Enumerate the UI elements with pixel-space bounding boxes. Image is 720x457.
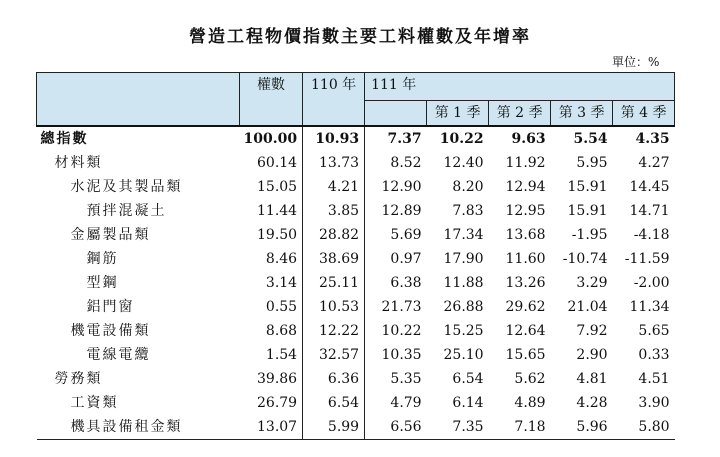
row-value: 13.68: [489, 223, 551, 247]
table-row: [37, 199, 675, 223]
row-value: 12.89: [365, 199, 427, 223]
row-value: 6.56: [365, 415, 427, 440]
row-value: 21.73: [365, 295, 427, 319]
row-value: 15.65: [489, 343, 551, 367]
row-value: 60.14: [240, 151, 303, 175]
header-q3: 第 3 季: [551, 101, 613, 127]
row-label: 電線電纜: [37, 343, 240, 367]
row-value: 11.44: [240, 199, 303, 223]
row-value: 7.37: [365, 126, 427, 151]
row-value: 25.10: [427, 343, 489, 367]
header-q4: 第 4 季: [613, 101, 675, 127]
row-value: 38.69: [303, 247, 365, 271]
row-label: 機電設備類: [37, 319, 240, 343]
row-value: 2.90: [551, 343, 613, 367]
row-value: 25.11: [303, 271, 365, 295]
row-value: 15.05: [240, 175, 303, 199]
row-value: 17.90: [427, 247, 489, 271]
row-value: 4.28: [551, 391, 613, 415]
row-value: 10.22: [427, 126, 489, 151]
row-value: 5.65: [613, 319, 675, 343]
row-label: 工資類: [37, 391, 240, 415]
row-value: -10.74: [551, 247, 613, 271]
row-value: 12.94: [489, 175, 551, 199]
row-value: 14.71: [613, 199, 675, 223]
row-value: -4.18: [613, 223, 675, 247]
row-value: 0.97: [365, 247, 427, 271]
row-value: 7.83: [427, 199, 489, 223]
table-row: [37, 247, 675, 271]
header-q2: 第 2 季: [489, 101, 551, 127]
row-value: 7.35: [427, 415, 489, 440]
row-value: 100.00: [240, 126, 303, 151]
row-value: 0.33: [613, 343, 675, 367]
row-value: 4.79: [365, 391, 427, 415]
row-value: 11.92: [489, 151, 551, 175]
row-value: 5.54: [551, 126, 613, 151]
table-row: [37, 319, 675, 343]
row-value: 13.26: [489, 271, 551, 295]
row-value: 32.57: [303, 343, 365, 367]
unit-label: 單位：%: [612, 55, 660, 69]
row-value: 3.14: [240, 271, 303, 295]
page-title: 營造工程物價指數主要工料權數及年增率: [189, 27, 531, 47]
row-label: 鋼筋: [37, 247, 240, 271]
row-value: 12.64: [489, 319, 551, 343]
row-value: 15.91: [551, 199, 613, 223]
row-value: -2.00: [613, 271, 675, 295]
row-value: 10.35: [365, 343, 427, 367]
row-value: 28.82: [303, 223, 365, 247]
row-value: 5.80: [613, 415, 675, 440]
row-value: 5.95: [551, 151, 613, 175]
row-value: 13.07: [240, 415, 303, 440]
table-row: [37, 126, 675, 151]
row-value: 4.21: [303, 175, 365, 199]
table-row: [37, 391, 675, 415]
header-annual-blank: [365, 101, 427, 127]
row-value: 5.99: [303, 415, 365, 440]
row-value: 11.88: [427, 271, 489, 295]
row-value: 39.86: [240, 367, 303, 391]
table-row: [37, 175, 675, 199]
row-value: 13.73: [303, 151, 365, 175]
row-value: 29.62: [489, 295, 551, 319]
row-value: 9.63: [489, 126, 551, 151]
row-value: 8.46: [240, 247, 303, 271]
row-label: 鋁門窗: [37, 295, 240, 319]
row-value: 7.92: [551, 319, 613, 343]
row-value: 10.93: [303, 126, 365, 151]
table-row: [37, 271, 675, 295]
row-value: 21.04: [551, 295, 613, 319]
header-year-111: 111 年: [365, 73, 675, 101]
row-value: 8.52: [365, 151, 427, 175]
row-value: 8.20: [427, 175, 489, 199]
row-value: 10.22: [365, 319, 427, 343]
row-value: 6.54: [427, 367, 489, 391]
row-value: 17.34: [427, 223, 489, 247]
row-value: 6.14: [427, 391, 489, 415]
row-value: 15.91: [551, 175, 613, 199]
data-table: [36, 72, 675, 440]
row-value: 26.79: [240, 391, 303, 415]
row-value: 5.35: [365, 367, 427, 391]
row-value: 7.18: [489, 415, 551, 440]
row-value: -11.59: [613, 247, 675, 271]
row-value: 5.96: [551, 415, 613, 440]
row-value: 10.53: [303, 295, 365, 319]
row-label: 材料類: [37, 151, 240, 175]
row-value: 3.85: [303, 199, 365, 223]
row-value: 12.95: [489, 199, 551, 223]
header-year-110: 110 年: [303, 73, 365, 127]
row-label: 型鋼: [37, 271, 240, 295]
row-value: 26.88: [427, 295, 489, 319]
table-row: [37, 367, 675, 391]
row-value: 3.90: [613, 391, 675, 415]
table-row: [37, 415, 675, 440]
row-value: 4.81: [551, 367, 613, 391]
row-value: 5.69: [365, 223, 427, 247]
header-q1: 第 1 季: [427, 101, 489, 127]
row-value: 15.25: [427, 319, 489, 343]
row-label: 預拌混凝土: [37, 199, 240, 223]
row-value: 12.22: [303, 319, 365, 343]
row-value: 11.60: [489, 247, 551, 271]
row-value: 6.54: [303, 391, 365, 415]
row-value: 12.40: [427, 151, 489, 175]
row-label: 總指數: [37, 126, 240, 151]
table-row: [37, 151, 675, 175]
table-row: [37, 343, 675, 367]
table-row: [37, 223, 675, 247]
row-value: 19.50: [240, 223, 303, 247]
row-value: 5.62: [489, 367, 551, 391]
row-label: 水泥及其製品類: [37, 175, 240, 199]
row-value: -1.95: [551, 223, 613, 247]
header-label-cell: [37, 73, 240, 127]
row-value: 3.29: [551, 271, 613, 295]
row-value: 12.90: [365, 175, 427, 199]
row-value: 6.38: [365, 271, 427, 295]
table-body: [37, 126, 675, 440]
row-value: 14.45: [613, 175, 675, 199]
row-value: 4.27: [613, 151, 675, 175]
header-weight: 權數: [240, 73, 303, 127]
row-label: 機具設備租金類: [37, 415, 240, 440]
table-row: [37, 295, 675, 319]
row-value: 11.34: [613, 295, 675, 319]
row-label: 金屬製品類: [37, 223, 240, 247]
row-value: 4.89: [489, 391, 551, 415]
row-value: 1.54: [240, 343, 303, 367]
row-value: 4.51: [613, 367, 675, 391]
row-value: 8.68: [240, 319, 303, 343]
row-value: 4.35: [613, 126, 675, 151]
row-value: 0.55: [240, 295, 303, 319]
row-label: 勞務類: [37, 367, 240, 391]
row-value: 6.36: [303, 367, 365, 391]
